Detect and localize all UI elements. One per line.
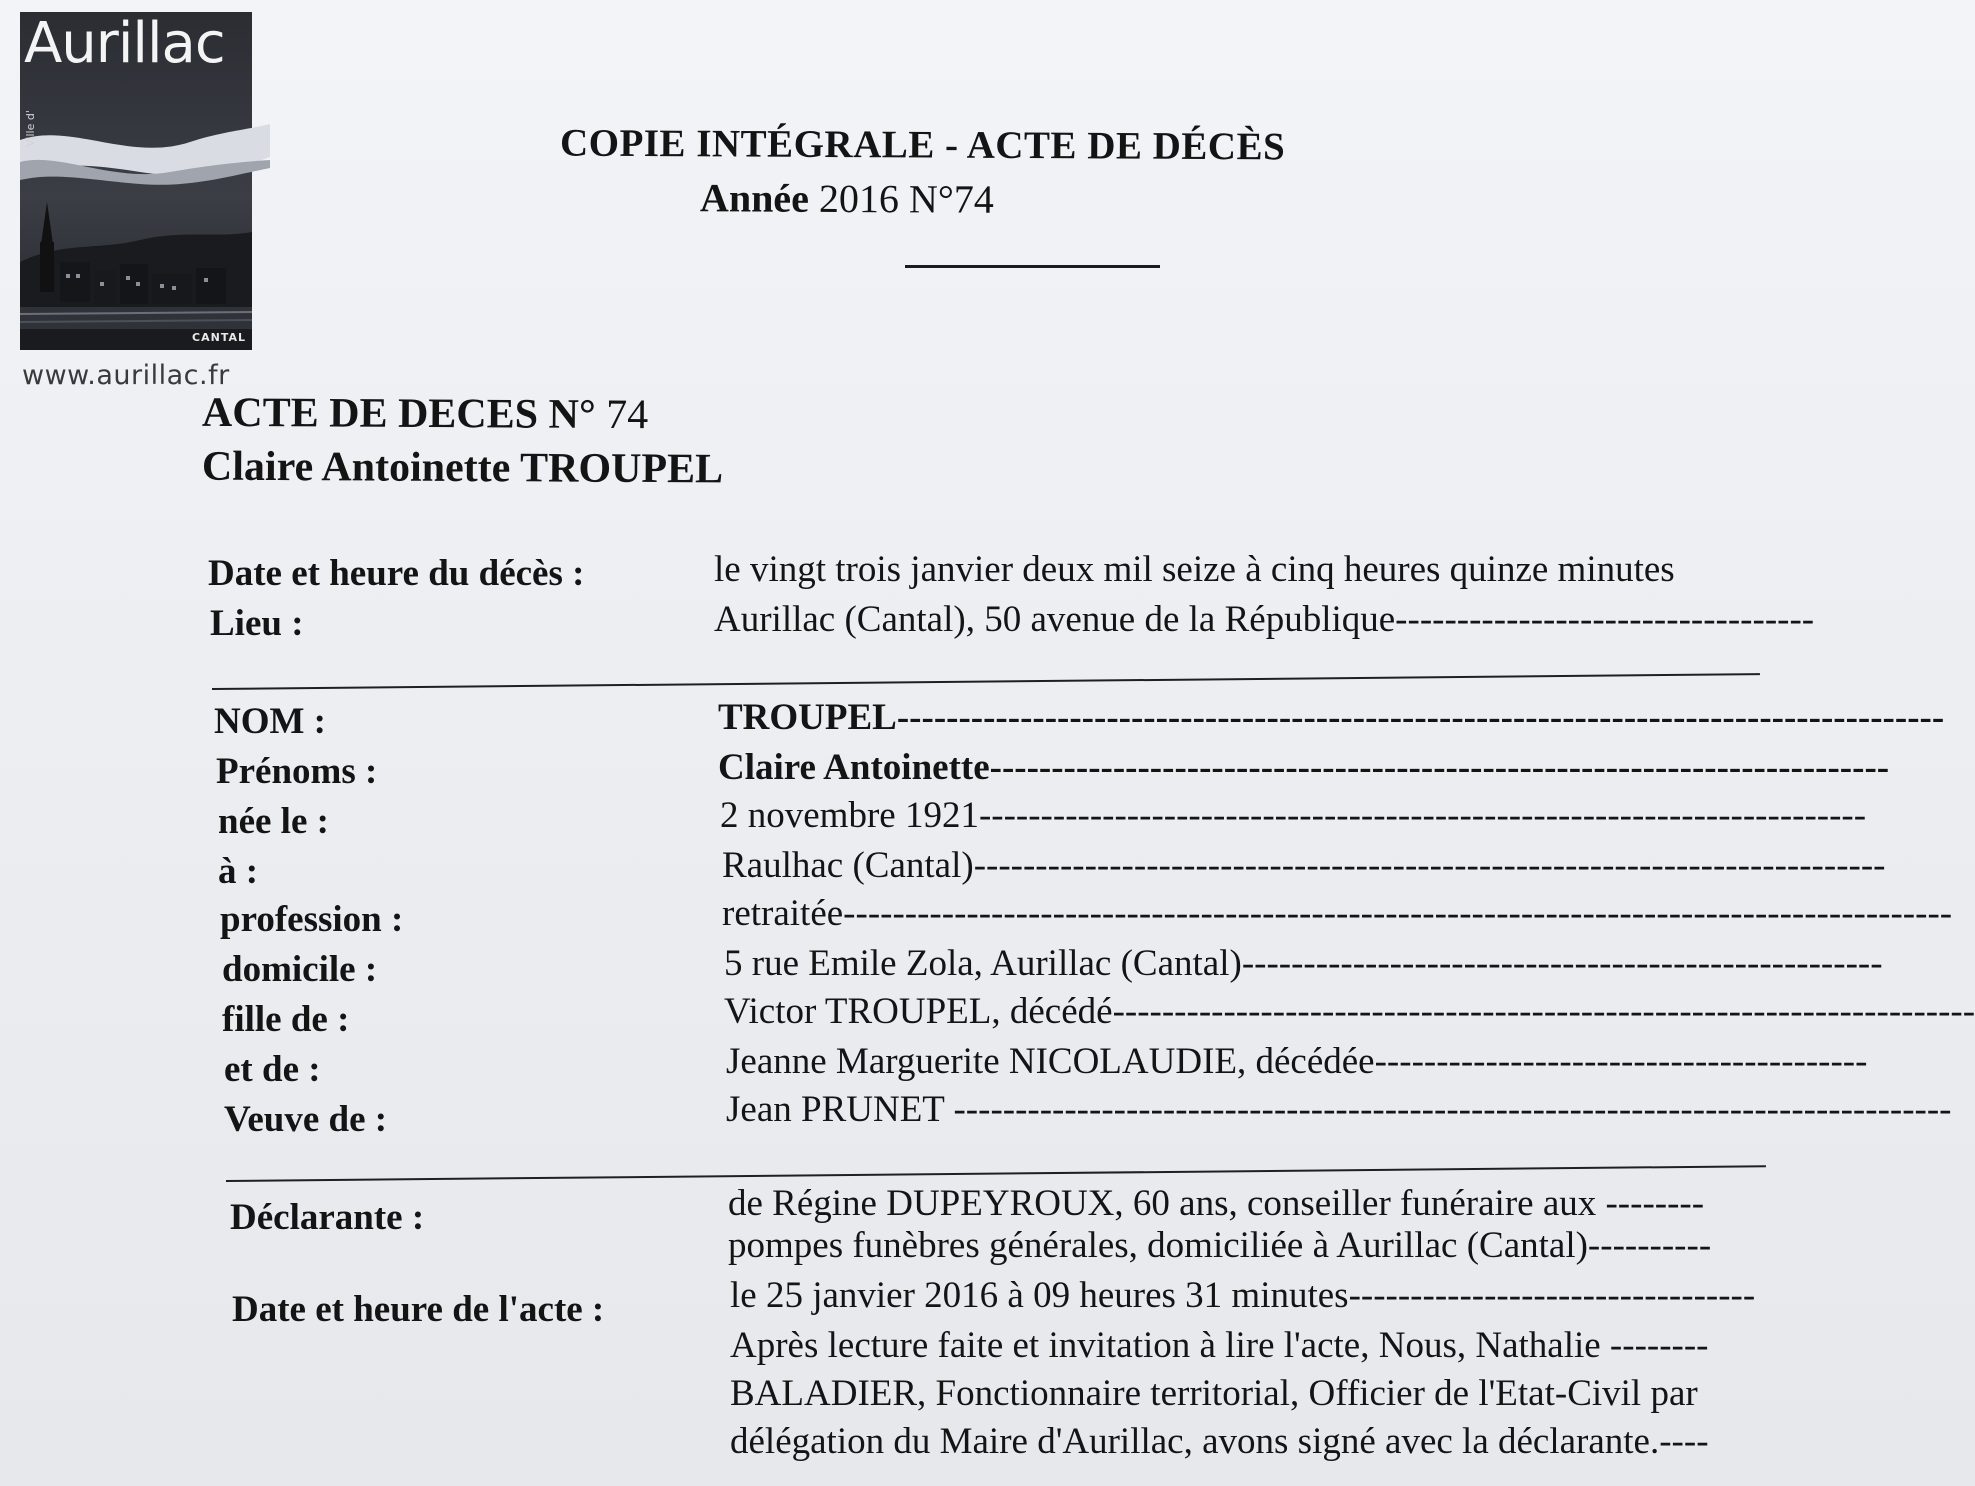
declarante-label: Déclarante : bbox=[230, 1197, 425, 1238]
logo-emblem bbox=[20, 12, 252, 350]
death-date-value: le vingt trois janvier deux mil seize à cinq heures quinze minutes bbox=[714, 549, 1675, 590]
prenoms-value: Claire Antoinette------------------------------------------------------------------------- bbox=[718, 747, 1890, 788]
birthplace-label: à : bbox=[218, 851, 259, 892]
logo-wordmark: Aurillac bbox=[24, 11, 225, 76]
nom-value: TROUPEL------------------------------------------------------------------------------------- bbox=[718, 697, 1945, 738]
death-date-label: Date et heure du décès : bbox=[208, 553, 585, 594]
document-title: COPIE INTÉGRALE - ACTE DE DÉCÈS bbox=[559, 121, 1286, 169]
father-label: fille de : bbox=[222, 999, 350, 1040]
nee-value: 2 novembre 1921------------------------------------------------------------------------ bbox=[720, 795, 1867, 836]
declarante-line-2: pompes funèbres générales, domiciliée à Aurillac (Cantal)---------- bbox=[728, 1225, 1712, 1266]
aurillac-logo bbox=[20, 11, 252, 391]
title-underline bbox=[905, 265, 1160, 268]
logo-vertical-text: Ville d' bbox=[23, 110, 37, 147]
mother-value: Jeanne Marguerite NICOLAUDIE, décédée---------------------------------------- bbox=[726, 1041, 1868, 1082]
section-divider-1 bbox=[212, 673, 1760, 690]
closing-line-1: Après lecture faite et invitation à lire l'acte, Nous, Nathalie -------- bbox=[730, 1325, 1709, 1366]
closing-line-2: BALADIER, Fonctionnaire territorial, Officier de l'Etat-Civil par bbox=[730, 1373, 1698, 1414]
widow-of-label: Veuve de : bbox=[224, 1099, 388, 1140]
section-divider-2 bbox=[226, 1165, 1766, 1182]
act-date-label: Date et heure de l'acte : bbox=[232, 1289, 605, 1330]
act-number-label: ACTE DE DECES N° bbox=[201, 389, 596, 438]
deceased-name-heading: Claire Antoinette TROUPEL bbox=[201, 443, 724, 493]
closing-line-3: délégation du Maire d'Aurillac, avons signé avec la déclarante.---- bbox=[730, 1421, 1709, 1462]
father-value: Victor TROUPEL, décédé---------------------------------------------------------------------- bbox=[724, 991, 1975, 1032]
nom-label: NOM : bbox=[214, 701, 326, 742]
death-place-label: Lieu : bbox=[210, 603, 304, 644]
document-year bbox=[700, 174, 994, 223]
nee-label: née le : bbox=[218, 801, 329, 842]
logo-region: CANTAL bbox=[192, 331, 246, 344]
act-number-value: 74 bbox=[606, 391, 649, 439]
year-value: 2016 N°74 bbox=[818, 175, 994, 222]
domicile-value: 5 rue Emile Zola, Aurillac (Cantal)---------------------------------------------------- bbox=[724, 943, 1883, 984]
death-place-value: Aurillac (Cantal), 50 avenue de la République---------------------------------- bbox=[714, 599, 1815, 640]
act-number bbox=[202, 389, 648, 439]
declarante-line-1: de Régine DUPEYROUX, 60 ans, conseiller funéraire aux -------- bbox=[728, 1183, 1705, 1224]
widow-of-value: Jean PRUNET --------------------------------------------------------------------------------- bbox=[726, 1089, 1952, 1130]
year-label: Année bbox=[699, 175, 810, 221]
birthplace-value: Raulhac (Cantal)-------------------------------------------------------------------------- bbox=[722, 845, 1886, 886]
mother-label: et de : bbox=[224, 1049, 321, 1090]
prenoms-label: Prénoms : bbox=[216, 751, 378, 792]
act-date-value: le 25 janvier 2016 à 09 heures 31 minutes--------------------------------- bbox=[730, 1275, 1756, 1316]
domicile-label: domicile : bbox=[222, 949, 378, 990]
profession-value: retraitée------------------------------------------------------------------------------------------ bbox=[722, 893, 1953, 934]
profession-label: profession : bbox=[220, 899, 404, 940]
website-url: www.aurillac.fr bbox=[22, 360, 230, 391]
